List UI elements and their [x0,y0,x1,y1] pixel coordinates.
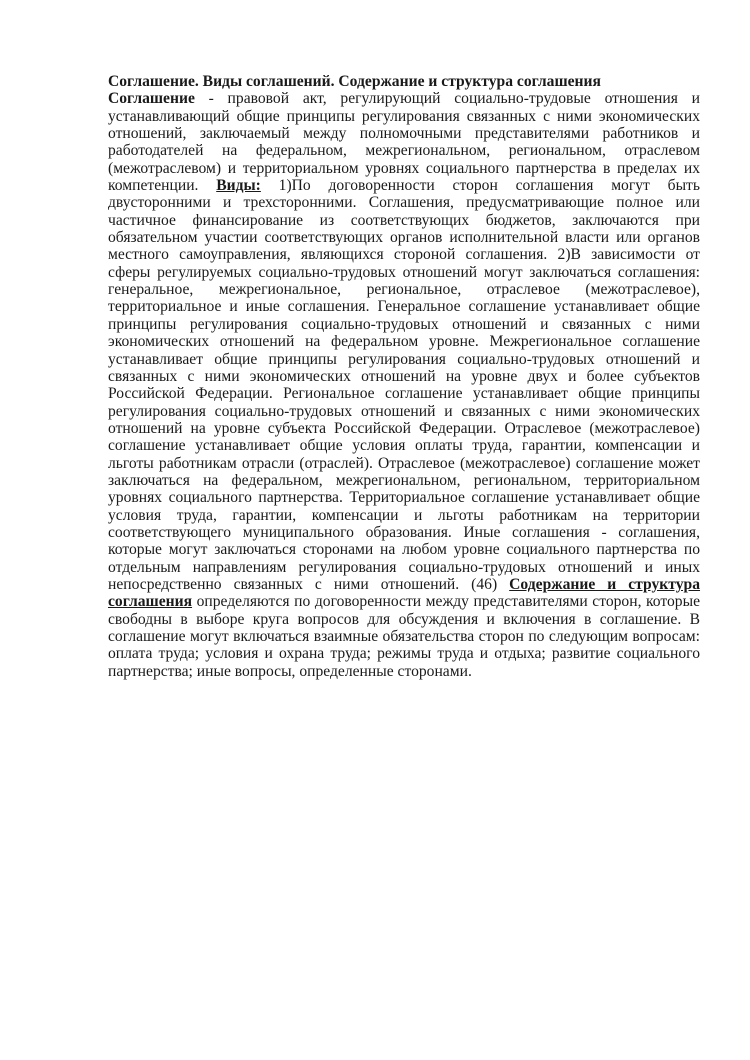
document-body [108,90,700,680]
definition-term: Соглашение [108,90,195,108]
content-structure-label: Содержание и структура соглашения [108,575,701,611]
types-label: Виды: [216,177,261,195]
types-text: 1)По договоренности сторон соглашения могут быть двусторонними и трехсторонними. Соглашения, предусматривающие полное или частичное финансирование из соответствующих бюджетов, заключаются при обязательном участии соответствующих органов исполнительной власти или органов местного самоуправления, являющихся стороной соглашения. 2)В зависимости от сферы регулируемых социально-трудовых отношений могут заключаться соглашения: генеральное, межрегиональное, региональное, отраслевое (межотраслевое), территориальное и иные соглашения. Генеральное соглашение устанавливает общие принципы регулирования социально-трудовых отношений и связанных с ними экономических отношений на федеральном уровне. Межрегиональное соглашение устанавливает общие принципы регулирования социально-трудовых отношений и связанных с ними экономических отношений на уровне двух и более субъектов Российской Федерации. Региональное соглашение устанавливает общие принципы регулирования социально-трудовых отношений и связанных с ними экономических отношений на уровне субъекта Российской Федерации. Отраслевое (межотраслевое) соглашение устанавливает общие условия оплаты труда, гарантии, компенсации и льготы работникам отрасли (отраслей). Отраслевое (межотраслевое) соглашение может заключаться на федеральном, межрегиональном, региональном, территориальном уровнях социального партнерства. Территориальное соглашение устанавливает общие условия труда, гарантии, компенсации и льготы работникам на территории соответствующего муниципального образования. Иные соглашения - соглашения, которые могут заключаться сторонами на любом уровне социального партнерства по отдельным направлениям регулирования социально-трудовых отношений и иных непосредственно связанных с ними отношений. (46) [108,177,700,593]
document-page [108,73,700,680]
definition-text: - правовой акт, регулирующий социально-трудовые отношения и устанавливающий общие принципы регулирования связанных с ними экономических отношений, заключаемый между полномочными представителями работников и работодателей на федеральном, межрегиональном, региональном, отраслевом (межотраслевом) и территориальном уровнях социального партнерства в пределах их компетенции. [108,90,700,195]
content-structure-text: определяются по договоренности между представителями сторон, которые свободны в выборе круга вопросов для обсуждения и включения в соглашение. В соглашение могут включаться взаимные обязательства сторон по следующим вопросам: оплата труда; условия и охрана труда; режимы труда и отдыха; развитие социального партнерства; иные вопросы, определенные сторонами. [108,593,700,680]
document-title: Соглашение. Виды соглашений. Содержание и структура соглашения [108,73,601,90]
